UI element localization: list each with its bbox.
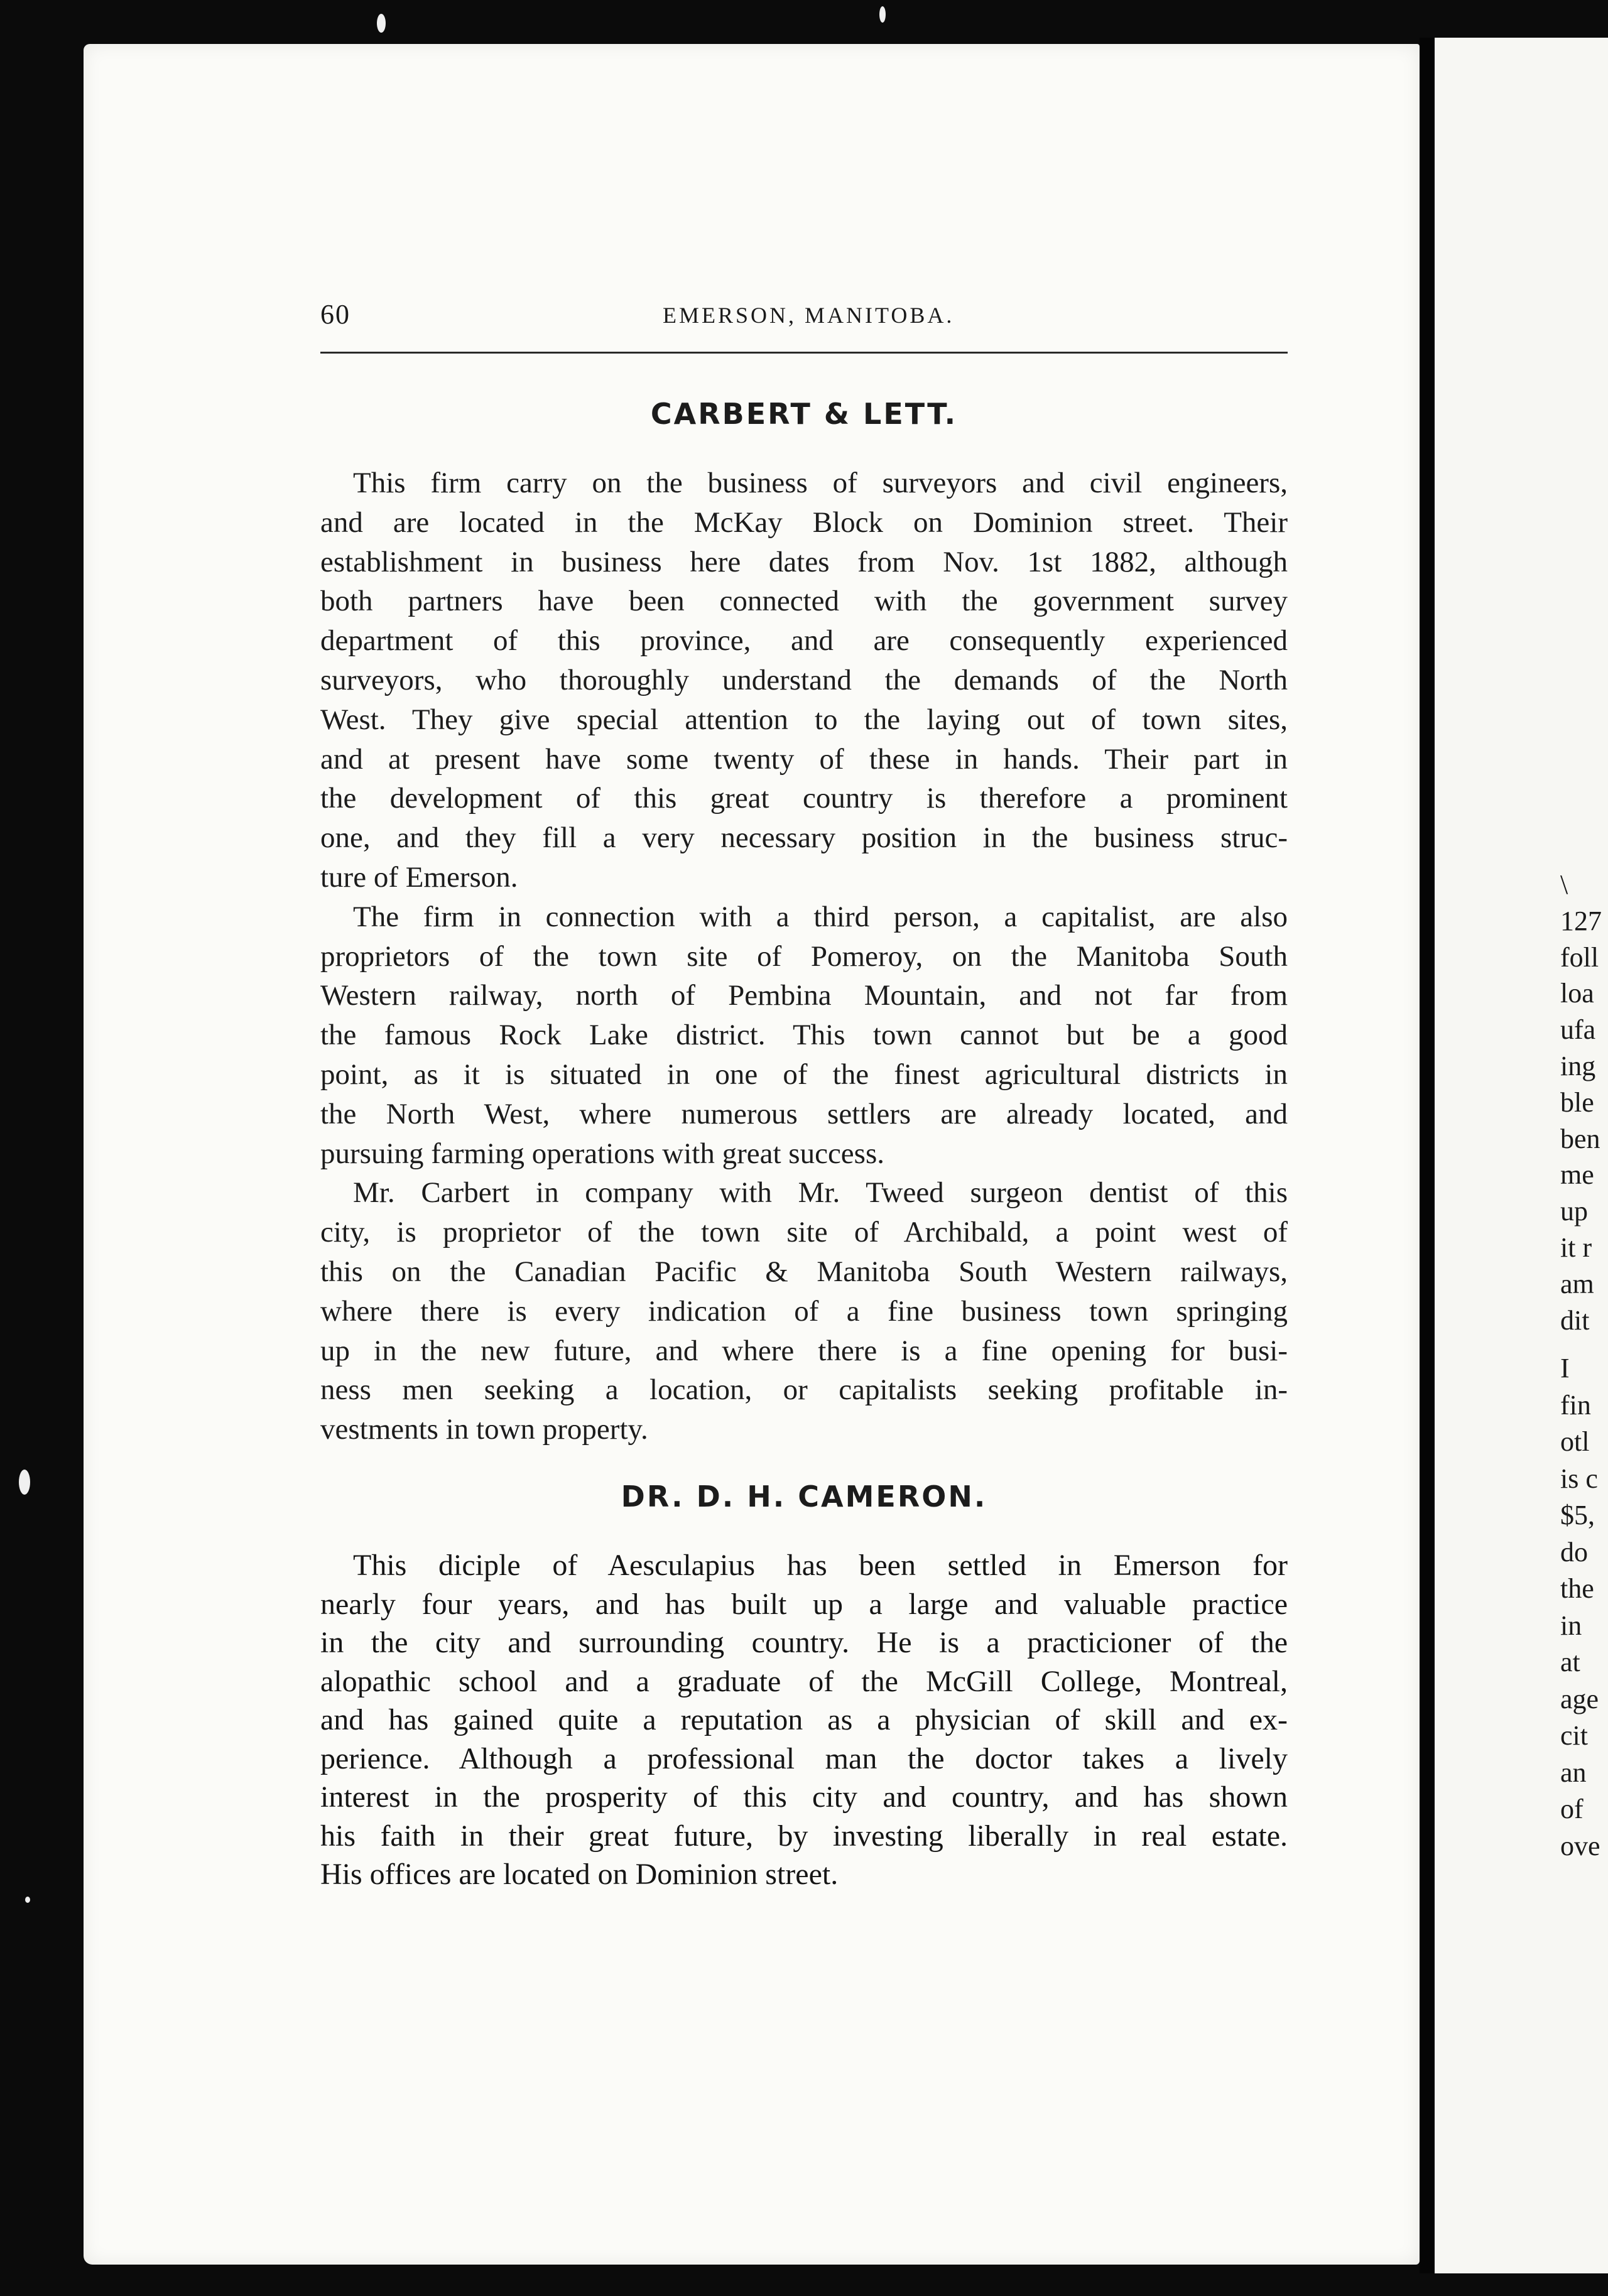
section-dr-cameron bbox=[320, 1480, 1288, 1514]
text-line: surveyors, who thoroughly understand the demands of the North bbox=[320, 663, 1288, 696]
section-body-dr-cameron bbox=[320, 1546, 1288, 1894]
text-line: interest in the prosperity of this city and country, and has shown bbox=[320, 1780, 1288, 1814]
facing-text-fragment: I bbox=[1560, 1353, 1570, 1384]
text-line: the development of this great country is therefore a prominent bbox=[320, 782, 1288, 815]
facing-text-fragment: dit bbox=[1560, 1304, 1590, 1336]
facing-text-fragment: the bbox=[1560, 1573, 1594, 1604]
text-line: both partners have been connected with the government survey bbox=[320, 585, 1288, 618]
facing-text-fragment: loa bbox=[1560, 978, 1594, 1009]
running-head-title: EMERSON, MANITOBA. bbox=[663, 303, 955, 328]
paragraph bbox=[320, 897, 1288, 1174]
facing-text-fragment: in bbox=[1560, 1610, 1582, 1641]
text-line: The firm in connection with a third person, a capitalist, are also bbox=[353, 900, 1288, 933]
text-line: city, is proprietor of the town site of Archibald, a point west of bbox=[320, 1216, 1288, 1249]
facing-text-fragment: $5, bbox=[1560, 1500, 1595, 1530]
text-line: establishment in business here dates from Nov. 1st 1882, although bbox=[320, 545, 1288, 578]
section-carbert-lett bbox=[320, 397, 1288, 431]
book-gutter bbox=[1420, 38, 1435, 2273]
text-line: nearly four years, and has built up a large and valuable practice bbox=[320, 1587, 1288, 1621]
facing-text-fragment: foll bbox=[1560, 941, 1599, 973]
facing-text-fragment: otl bbox=[1560, 1426, 1590, 1457]
text-line: and has gained quite a reputation as a physician of skill and ex- bbox=[320, 1703, 1288, 1736]
text-line: pursuing farming operations with great success. bbox=[320, 1137, 885, 1170]
text-line: department of this province, and are consequently experienced bbox=[320, 624, 1288, 658]
facing-text-fragment: am bbox=[1560, 1268, 1594, 1299]
facing-page-text-bottom bbox=[1560, 1350, 1608, 1865]
text-line: and at present have some twenty of these in hands. Their part in bbox=[320, 742, 1288, 776]
facing-text-fragment: up bbox=[1560, 1196, 1588, 1227]
text-line: up in the new future, and where there is a fine opening for busi- bbox=[320, 1334, 1288, 1367]
facing-text-fragment: do bbox=[1560, 1536, 1588, 1568]
facing-text-fragment: fin bbox=[1560, 1389, 1591, 1421]
paragraph bbox=[320, 1173, 1288, 1449]
text-line: Western railway, north of Pembina Mountain, and not far from bbox=[320, 979, 1288, 1012]
header-rule bbox=[320, 352, 1288, 354]
text-line: this on the Canadian Pacific & Manitoba South Western railways, bbox=[320, 1255, 1288, 1288]
text-line: alopathic school and a graduate of the McGill College, Montreal, bbox=[320, 1664, 1288, 1698]
text-line: in the city and surrounding country. He is a practicioner of the bbox=[320, 1626, 1288, 1659]
text-line: West. They give special attention to the laying out of town sites, bbox=[320, 703, 1288, 736]
facing-text-fragment: 127 bbox=[1560, 905, 1602, 936]
text-line: proprietors of the town site of Pomeroy, on the Manitoba South bbox=[320, 940, 1288, 973]
running-head bbox=[320, 298, 1288, 336]
facing-text-fragment: age bbox=[1560, 1683, 1599, 1714]
facing-text-fragment: it r bbox=[1560, 1232, 1592, 1263]
facing-text-fragment: ove bbox=[1560, 1830, 1600, 1861]
text-line: ness men seeking a location, or capitalists seeking profitable in- bbox=[320, 1373, 1288, 1407]
facing-text-fragment: ben bbox=[1560, 1123, 1600, 1154]
facing-text-fragment: an bbox=[1560, 1757, 1587, 1788]
text-line: This firm carry on the business of surveyors and civil engineers, bbox=[353, 467, 1288, 499]
facing-text-fragment: is c bbox=[1560, 1463, 1598, 1494]
text-line: and are located in the McKay Block on Dominion street. Their bbox=[320, 506, 1288, 539]
text-line: ture of Emerson. bbox=[320, 860, 518, 894]
facing-text-fragment: ing bbox=[1560, 1050, 1596, 1081]
text-line: point, as it is situated in one of the finest agricultural districts in bbox=[320, 1058, 1288, 1091]
text-line: perience. Although a professional man the doctor takes a lively bbox=[320, 1741, 1288, 1775]
facing-text-fragment: \ bbox=[1560, 869, 1568, 900]
facing-text-fragment: at bbox=[1560, 1647, 1580, 1677]
text-line: This diciple of Aesculapius has been settled in Emerson for bbox=[353, 1549, 1288, 1582]
text-line: the North West, where numerous settlers are already located, and bbox=[320, 1097, 1288, 1130]
paragraph bbox=[320, 1546, 1288, 1894]
text-line: the famous Rock Lake district. This town cannot but be a good bbox=[320, 1019, 1288, 1052]
section-heading: CARBERT & LETT. bbox=[650, 397, 958, 431]
dust-speck bbox=[377, 14, 386, 33]
dust-speck bbox=[879, 6, 886, 23]
section-heading: DR. D. H. CAMERON. bbox=[621, 1480, 987, 1514]
text-line: His offices are located on Dominion street. bbox=[320, 1858, 839, 1891]
text-line: his faith in their great future, by investing liberally in real estate. bbox=[320, 1819, 1288, 1853]
facing-text-fragment: of bbox=[1560, 1794, 1584, 1824]
text-line: vestments in town property. bbox=[320, 1413, 648, 1446]
text-line: Mr. Carbert in company with Mr. Tweed surgeon dentist of this bbox=[353, 1176, 1288, 1210]
text-line: where there is every indication of a fine business town springing bbox=[320, 1294, 1288, 1328]
facing-text-fragment: cit bbox=[1560, 1720, 1588, 1751]
dust-speck bbox=[25, 1897, 30, 1903]
facing-text-fragment: me bbox=[1560, 1159, 1594, 1191]
paragraph bbox=[320, 463, 1288, 897]
dust-speck bbox=[19, 1470, 30, 1495]
facing-page-text-top bbox=[1560, 867, 1608, 1338]
text-line: one, and they fill a very necessary position in the business struc- bbox=[320, 821, 1288, 855]
section-body-carbert-lett bbox=[320, 463, 1288, 1449]
facing-text-fragment: ble bbox=[1560, 1086, 1594, 1118]
facing-text-fragment: ufa bbox=[1560, 1014, 1596, 1046]
page-number: 60 bbox=[320, 299, 350, 330]
